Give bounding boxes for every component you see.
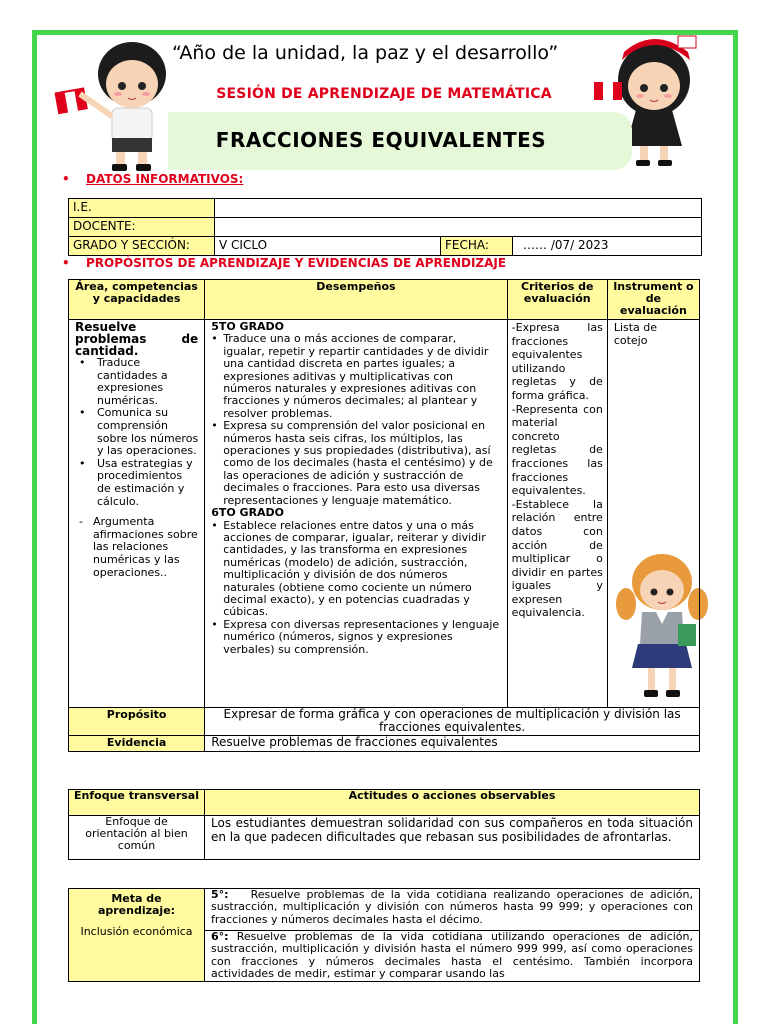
- meta-5-label: 5°:: [211, 888, 229, 901]
- desempeno-item: • Expresa con diversas representaciones y lenguaje numérico (números, signos y expresiones verbales) su comprensión.: [211, 619, 500, 656]
- meta-5-cell: [205, 889, 700, 931]
- criterios-cell: [507, 320, 607, 708]
- capacidad-item: • Usa estrategias y procedimientos de estimación y cálculo.: [75, 458, 198, 508]
- boy-with-flag-illustration: [40, 34, 170, 174]
- desempenos-cell: [205, 320, 507, 708]
- header-instrumento: Instrument o de evaluación: [607, 280, 699, 320]
- instrumento-cell: Lista de cotejo: [607, 320, 699, 708]
- section-propositos: [62, 256, 506, 270]
- session-subtitle: SESIÓN DE APRENDIZAJE DE MATEMÁTICA: [216, 86, 552, 102]
- enfoque-text: Los estudiantes demuestran solidaridad con sus compañeros en toda situación en la que padecen dificultades que rebasan sus posibilidades de afrontarlas.: [205, 816, 700, 860]
- desempeno-item: • Expresa su comprensión del valor posicional en números hasta seis cifras, los múltiplos, las operaciones y sus propiedades (distributiva), así como de los decimales (hasta el centésimo) y de las operaciones de adición y sustracción de decimales o fracciones. Para esto usa diversas representaciones y lenguaje matemático.: [211, 420, 500, 507]
- desempeno-item: • Establece relaciones entre datos y una o más acciones de comparar, igualar, reiterar y dividir cantidades, y las transforma en expresiones numéricas (modelo) de adición, sustracción, multiplicación y división de dos números naturales (obtiene como cociente un número decimal exacto), y en potencias cuadradas y cúbicas.: [211, 520, 500, 619]
- meta-label: Meta de aprendizaje:: [97, 892, 176, 918]
- actitudes-header: Actitudes o acciones observables: [205, 790, 700, 816]
- capacidad-item: • Comunica su comprensión sobre los números y las operaciones.: [75, 407, 198, 457]
- bullet-icon: •: [62, 172, 70, 186]
- inclusion-label: Inclusión económica: [80, 924, 193, 938]
- fecha-value: …… /07/ 2023: [513, 237, 702, 256]
- header-desempenos: Desempeños: [205, 280, 507, 320]
- evidencia-text: Resuelve problemas de fracciones equivalentes: [205, 736, 700, 752]
- grado-label: GRADO Y SECCIÓN:: [69, 237, 215, 256]
- grado-6-heading: 6TO GRADO: [211, 506, 285, 520]
- docente-value: [215, 218, 702, 237]
- section-label: PROPÓSITOS DE APRENDIZAJE Y EVIDENCIAS DE APRENDIZAJE: [86, 256, 507, 270]
- section-label: DATOS INFORMATIVOS:: [86, 172, 244, 186]
- meta-6-label: 6°:: [211, 930, 229, 943]
- grado-value: V CICLO: [215, 237, 441, 256]
- enfoque-header: Enfoque transversal: [69, 790, 205, 816]
- bullet-icon: •: [62, 256, 70, 270]
- criterio-item: -Establece la relación entre datos con acción de multiplicar o dividir en partes iguales y expresen equivalencia.: [511, 497, 603, 620]
- ie-value: [215, 199, 702, 218]
- purposes-table: [68, 279, 700, 752]
- capacidad-item: • Traduce cantidades a expresiones numéricas.: [75, 357, 198, 407]
- meta-table: [68, 888, 700, 982]
- criterio-item: -Representa con material concreto regletas de fracciones las fracciones equivalentes.: [511, 402, 603, 498]
- ie-label: I.E.: [69, 199, 215, 218]
- meta-5-text: Resuelve problemas de la vida cotidiana realizando operaciones de adición, sustracción, multiplicación y división con números hasta 99 999; y operaciones con fracciones y números decimales hasta el décimo.: [211, 888, 693, 926]
- meta-6-cell: [205, 931, 700, 982]
- page-title: FRACCIONES EQUIVALENTES: [215, 128, 547, 152]
- docente-label: DOCENTE:: [69, 218, 215, 237]
- proposito-label: Propósito: [69, 708, 205, 736]
- competencia: Resuelve problemas de cantidad.: [75, 320, 199, 358]
- enfoque-name: Enfoque de orientación al bien común: [69, 816, 205, 860]
- desempeno-item: • Traduce una o más acciones de comparar, igualar, repetir y repartir cantidades y de dividir una cantidad discreta en partes iguales; a expresiones aditivas y multiplicativas con números naturales y expresiones aditivas con fracciones y números decimales; al plantear y resolver problemas.: [211, 333, 500, 420]
- argumenta-item: - Argumenta afirmaciones sobre las relaciones numéricas y las operaciones..: [75, 516, 198, 579]
- header-area: Área, competencias y capacidades: [69, 280, 205, 320]
- fecha-label: FECHA:: [441, 237, 513, 256]
- meta-6-text: Resuelve problemas de la vida cotidiana utilizando operaciones de adición, sustracción, multiplicación y división hasta el número 999 999, así como operaciones con fracciones y números decimales hasta el centésimo. También incorpora actividades de medir, estimar y comparar usando las: [211, 930, 693, 981]
- proposito-text: Expresar de forma gráfica y con operaciones de multiplicación y división las fracciones equivalentes.: [205, 708, 700, 736]
- criterio-item: -Expresa las fracciones equivalentes utilizando regletas y de forma gráfica.: [511, 321, 603, 402]
- capacidades-list: [75, 357, 198, 508]
- evidencia-label: Evidencia: [69, 736, 205, 752]
- grado-5-heading: 5TO GRADO: [211, 320, 285, 333]
- enfoque-table: [68, 789, 700, 860]
- year-motto: “Año de la unidad, la paz y el desarrollo”: [172, 42, 559, 64]
- info-table: [68, 198, 702, 256]
- header-criterios: Criterios de evaluación: [507, 280, 607, 320]
- meta-label-cell: [69, 889, 205, 982]
- section-datos-informativos: [62, 172, 243, 186]
- area-cell: [69, 320, 205, 708]
